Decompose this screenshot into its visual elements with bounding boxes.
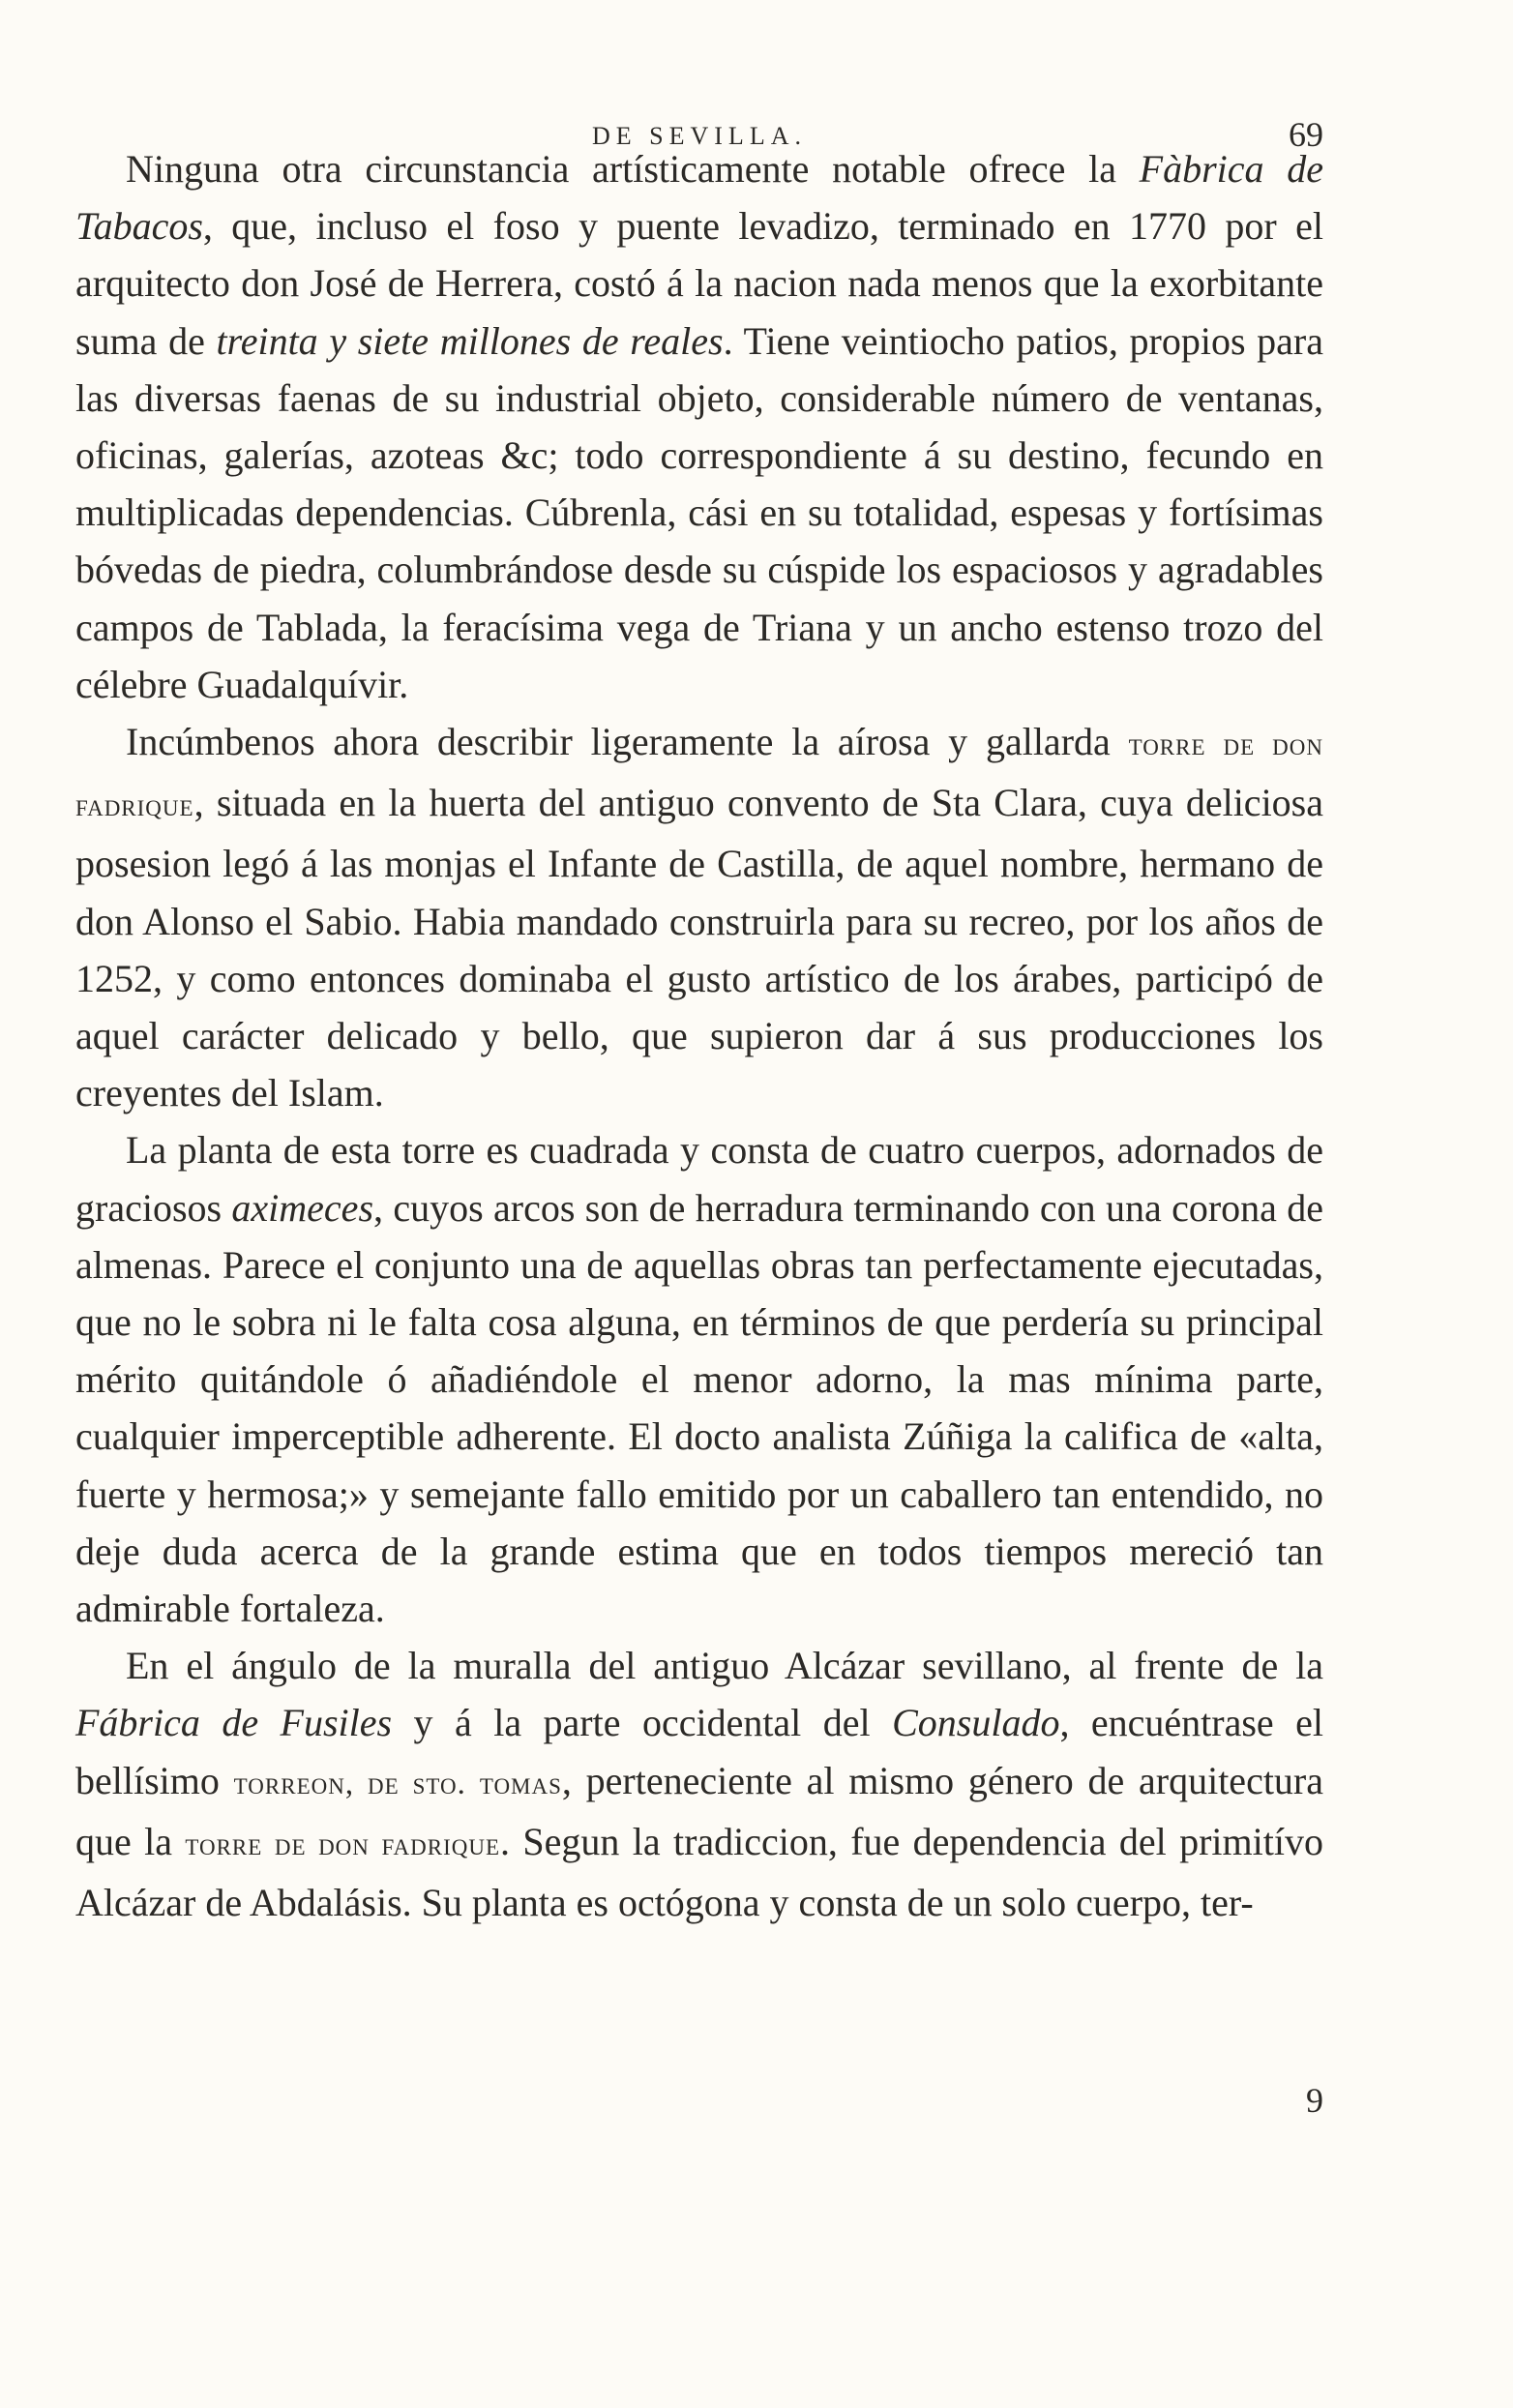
text-run: La planta de esta torre es cuadrada y consta de cuatro cuerpos, adornados de graciosos <box>75 1128 1323 1230</box>
text-run: , encuéntrase el bellísimo <box>75 1701 1324 1802</box>
paragraph <box>75 1121 1323 1637</box>
paragraph <box>75 140 1323 713</box>
text-run: , situada en la huerta del antiguo convento de Sta Clara, cuya deliciosa posesion legó á las monjas el Infante de Castilla, de aquel nombre, hermano de don Alonso el Sabio. Habia mandado construirla para su recreo, por los años de 1252, y como entonces dominaba el gusto artístico de los árabes, participó de aquel carácter delicado y bello, que supieron dar á sus producciones los creyentes del Islam. <box>75 781 1323 1115</box>
running-title: DE SEVILLA. <box>592 122 807 150</box>
text-run: , cuyos arcos son de herradura terminando con una corona de almenas. Parece el conjunto una de aquellas obras tan perfectamente ejecutadas, que no le sobra ni le falta cosa alguna, en términos de que perdería su principal mérito quitándole ó añadiéndole el menor adorno, la mas mínima parte, cualquier imperceptible adherente. El docto analista Zúñiga la califica de «alta, fuerte y hermosa;» y semejante fallo emitido por un caballero tan entendido, no deje duda acerca de la grande estima que en todos tiempos mereció tan admirable fortaleza. <box>75 1185 1323 1631</box>
italic-text: aximeces <box>231 1185 374 1230</box>
page-number: 69 <box>1289 115 1323 154</box>
paragraph <box>75 1637 1323 1931</box>
italic-text: Consulado <box>892 1701 1060 1745</box>
smallcaps-text: torreon, de sto. tomas <box>233 1766 562 1801</box>
text-run: En el ángulo de la muralla del antiguo Alcázar sevillano, al frente de la <box>126 1644 1323 1688</box>
text-run: y á la parte occidental del <box>392 1701 893 1745</box>
smallcaps-text: torre de don fadrique <box>75 728 1323 824</box>
text-run: , perteneciente al mismo género de arquitectura que la <box>75 1758 1324 1863</box>
text-run: . Segun la tradiccion, fue dependencia del primitívo Alcázar de Abdalásis. Su planta es octógona y consta de un solo cuerpo, ter- <box>75 1819 1324 1925</box>
signature-mark: 9 <box>1306 2081 1323 2120</box>
italic-text: Fàbrica de Tabacos <box>75 147 1323 249</box>
italic-text: treinta y siete millones de reales <box>216 318 724 363</box>
text-run: . Tiene veintiocho patios, propios para las diversas faenas de su industrial objeto, considerable número de ventanas, oficinas, galerías, azoteas &c; todo correspondiente á su destino, fecundo en multiplicadas dependencias. Cúbrenla, cási en su totalidad, espesas y fortísimas bóvedas de piedra, columbrándose desde su cúspide los espaciosos y agradables campos de Tablada, la feracísima vega de Triana y un ancho estenso trozo del célebre Guadalquívir. <box>75 318 1323 706</box>
body-text <box>75 140 1323 1931</box>
text-run: , que, incluso el foso y puente levadizo, terminado en 1770 por el arquitecto don José de Herrera, costó á la nacion nada menos que la exorbitante suma de <box>75 204 1323 363</box>
text-run: Incúmbenos ahora describir ligeramente la aírosa y gallarda <box>126 720 1129 764</box>
paragraph <box>75 713 1323 1121</box>
text-run: Ninguna otra circunstancia artísticamente notable ofrece la <box>126 147 1140 191</box>
smallcaps-text: torre de don fadrique <box>185 1827 501 1862</box>
italic-text: Fábrica de Fusiles <box>75 1701 393 1745</box>
